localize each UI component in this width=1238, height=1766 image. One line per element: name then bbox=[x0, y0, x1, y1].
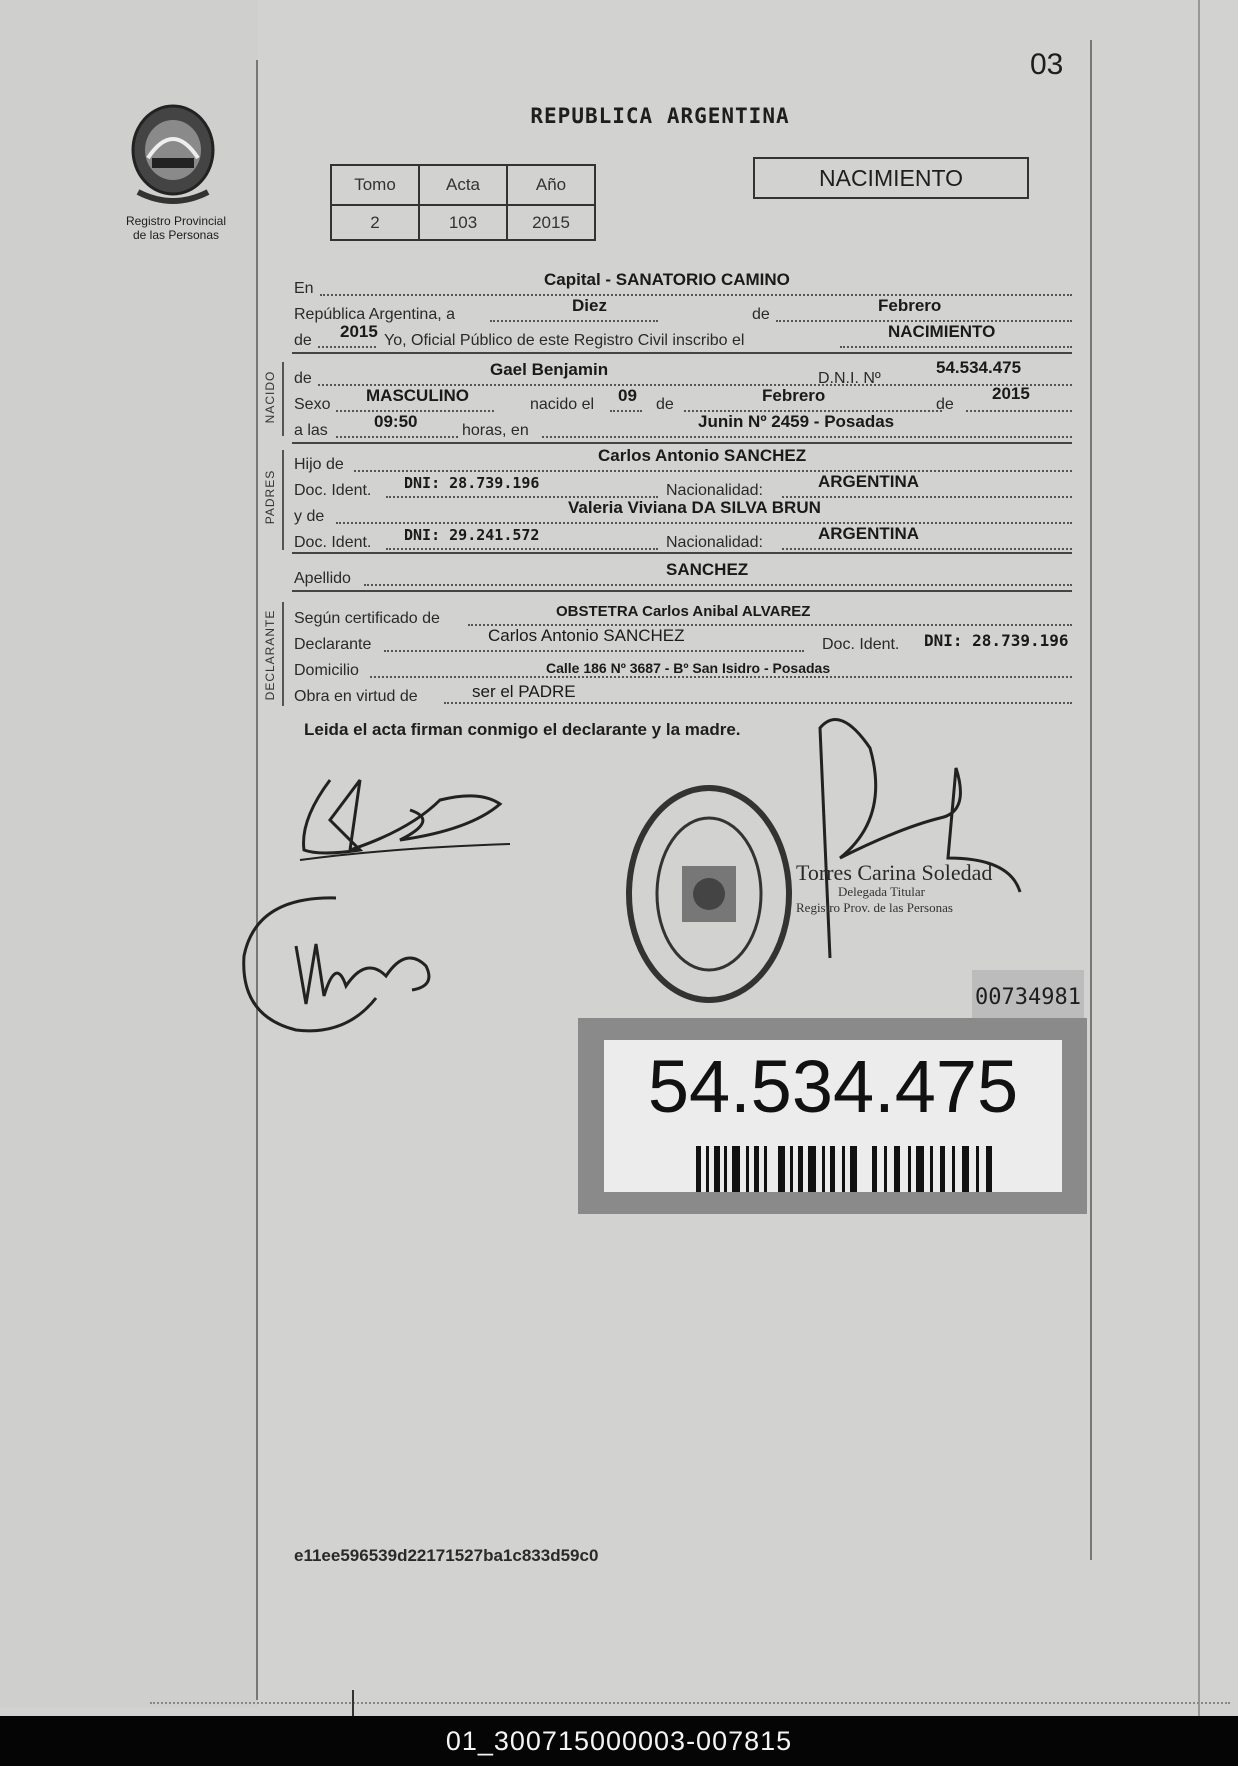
logo-caption-line2: de las Personas bbox=[132, 228, 220, 242]
declarant-name-value: Carlos Antonio SANCHEZ bbox=[488, 626, 685, 645]
official-office: Registro Prov. de las Personas bbox=[796, 900, 953, 915]
father-doc-value: DNI: 28.739.196 bbox=[404, 474, 540, 492]
row-en bbox=[294, 272, 1072, 298]
nac-de-label: de bbox=[656, 396, 674, 413]
de2-label: de bbox=[294, 332, 312, 349]
nacido-section-label: NACIDO bbox=[263, 370, 277, 424]
row-apellido bbox=[294, 562, 1072, 588]
birth-month-value: Febrero bbox=[762, 386, 826, 405]
section-divider bbox=[292, 590, 1072, 592]
address-value: Calle 186 Nº 3687 - Bº San Isidro - Posadas bbox=[546, 660, 831, 676]
reference-header-row bbox=[331, 165, 595, 205]
padres-bracket bbox=[282, 450, 284, 550]
child-name-value: Gael Benjamin bbox=[490, 360, 609, 379]
row-madre-doc bbox=[294, 526, 1072, 552]
dotted-line bbox=[542, 436, 1072, 438]
dotted-line bbox=[370, 676, 1072, 678]
hijo-de-label: Hijo de bbox=[294, 456, 344, 473]
certificate-value: OBSTETRA Carlos Anibal ALVAREZ bbox=[556, 603, 811, 620]
dotted-line bbox=[336, 436, 458, 438]
surname-value: SANCHEZ bbox=[666, 560, 749, 579]
id-label-sticker bbox=[578, 1018, 1087, 1214]
declarante-bracket bbox=[282, 602, 284, 706]
birth-day-value: 09 bbox=[618, 386, 637, 405]
scan-filename: 01_300715000003-007815 bbox=[445, 1726, 793, 1756]
acta-value: 103 bbox=[419, 205, 507, 240]
left-margin-panel bbox=[0, 0, 258, 1708]
row-madre bbox=[294, 500, 1072, 526]
closing-statement: Leida el acta firman conmigo el declarante y la madre. bbox=[304, 720, 741, 739]
provincial-seal-icon bbox=[118, 100, 228, 220]
dotted-line bbox=[610, 410, 642, 412]
logo-caption-line1: Registro Provincial bbox=[125, 214, 227, 228]
doc-ident-label-2: Doc. Ident. bbox=[294, 534, 372, 551]
dotted-line bbox=[386, 548, 658, 550]
section-divider bbox=[292, 442, 1072, 444]
horas-en-label: horas, en bbox=[462, 422, 529, 439]
row-certificado bbox=[294, 602, 1072, 628]
document-hash: e11ee596539d22171527ba1c833d59c0 bbox=[294, 1546, 599, 1565]
page-number: 03 bbox=[1030, 48, 1064, 81]
obra-label: Obra en virtud de bbox=[294, 688, 418, 705]
nacionalidad-label: Nacionalidad: bbox=[666, 482, 763, 499]
reference-value-row bbox=[331, 205, 595, 240]
decl-doc-ident-label: Doc. Ident. bbox=[822, 636, 900, 653]
sexo-label: Sexo bbox=[294, 396, 331, 413]
apellido-label: Apellido bbox=[294, 570, 351, 587]
section-divider bbox=[292, 552, 1072, 554]
row-republica bbox=[294, 298, 1072, 324]
section-divider bbox=[292, 352, 1072, 354]
barcode-icon bbox=[696, 1146, 998, 1192]
row-padre-doc bbox=[294, 474, 1072, 500]
nacido-el-label: nacido el bbox=[530, 396, 595, 413]
dotted-line bbox=[320, 294, 1072, 296]
oficial-text: Yo, Oficial Público de este Registro Civil inscribo el bbox=[384, 332, 745, 349]
segun-certificado-label: Según certificado de bbox=[294, 610, 440, 627]
reference-table bbox=[330, 164, 596, 241]
declarante-section-label: DECLARANTE bbox=[263, 609, 277, 701]
dotted-line bbox=[782, 548, 1072, 550]
dotted-line bbox=[336, 522, 1072, 524]
row-obra bbox=[294, 680, 1072, 706]
row-nacido-de bbox=[294, 358, 1072, 388]
doc-ident-label: Doc. Ident. bbox=[294, 482, 372, 499]
padres-section-label: PADRES bbox=[263, 469, 277, 525]
official-signature-icon bbox=[780, 708, 1030, 968]
left-page-edge bbox=[256, 60, 258, 1700]
father-name-value: Carlos Antonio SANCHEZ bbox=[598, 446, 807, 465]
document-title: REPUBLICA ARGENTINA bbox=[530, 104, 790, 128]
dotted-line bbox=[444, 702, 1072, 704]
y-de-label: y de bbox=[294, 508, 325, 525]
official-stamp-icon bbox=[624, 782, 794, 1006]
scan-footer-bar bbox=[0, 1716, 1238, 1766]
capacity-value: ser el PADRE bbox=[472, 682, 576, 701]
birth-place-value: Junin Nº 2459 - Posadas bbox=[698, 412, 895, 431]
republica-label: República Argentina, a bbox=[294, 306, 455, 323]
nacido-bracket bbox=[282, 362, 284, 436]
row-anio bbox=[294, 324, 1072, 350]
right-page-edge bbox=[1090, 40, 1092, 1560]
official-role: Delegada Titular bbox=[838, 884, 926, 899]
bottom-dotted-line bbox=[150, 1702, 1230, 1704]
row-hora bbox=[294, 414, 1072, 440]
logo-caption bbox=[106, 214, 246, 242]
row-padre bbox=[294, 448, 1072, 474]
inscribo-value: NACIMIENTO bbox=[888, 322, 996, 341]
father-nationality-value: ARGENTINA bbox=[818, 472, 920, 491]
child-dni-value: 54.534.475 bbox=[936, 358, 1022, 377]
acta-header: Acta bbox=[419, 165, 507, 205]
de-label: de bbox=[752, 306, 770, 323]
dotted-line bbox=[354, 470, 1072, 472]
nac-de2-label: de bbox=[936, 396, 954, 413]
dotted-line bbox=[782, 496, 1072, 498]
anio-header: Año bbox=[507, 165, 595, 205]
declarant-doc-value: DNI: 28.739.196 bbox=[924, 631, 1069, 650]
dotted-line bbox=[318, 346, 376, 348]
mother-signature-icon bbox=[236, 886, 456, 1036]
birth-year-value: 2015 bbox=[992, 384, 1030, 403]
place-value: Capital - SANATORIO CAMINO bbox=[544, 270, 790, 289]
day-value: Diez bbox=[572, 296, 607, 315]
month-value: Febrero bbox=[878, 296, 942, 315]
sexo-value: MASCULINO bbox=[366, 386, 469, 405]
row-domicilio bbox=[294, 654, 1072, 680]
mother-doc-value: DNI: 29.241.572 bbox=[404, 526, 540, 544]
declarante-label: Declarante bbox=[294, 636, 372, 653]
id-label-inner bbox=[604, 1040, 1062, 1192]
dni-label: D.N.I. Nº bbox=[818, 370, 881, 387]
dotted-line bbox=[384, 650, 804, 652]
mother-nationality-value: ARGENTINA bbox=[818, 524, 920, 543]
record-type-box: NACIMIENTO bbox=[753, 157, 1029, 199]
dotted-line bbox=[364, 584, 1072, 586]
dotted-line bbox=[966, 410, 1072, 412]
dotted-line bbox=[898, 384, 1072, 386]
id-label-number: 54.534.475 bbox=[647, 1045, 1019, 1128]
official-name: Torres Carina Soledad bbox=[796, 860, 993, 885]
row-sexo bbox=[294, 384, 1072, 414]
bottom-tick bbox=[352, 1690, 354, 1716]
outer-page-edge bbox=[1198, 0, 1200, 1716]
anio-value: 2015 bbox=[507, 205, 595, 240]
year-value: 2015 bbox=[340, 322, 378, 341]
domicilio-label: Domicilio bbox=[294, 662, 359, 679]
a-las-label: a las bbox=[294, 422, 328, 439]
declarant-signature-icon bbox=[290, 760, 520, 870]
tomo-header: Tomo bbox=[331, 165, 419, 205]
dotted-line bbox=[490, 320, 658, 322]
nacido-de-label: de bbox=[294, 370, 312, 387]
mother-name-value: Valeria Viviana DA SILVA BRUN bbox=[568, 498, 821, 517]
serial-number: 00734981 bbox=[972, 970, 1084, 1026]
nacionalidad-label-2: Nacionalidad: bbox=[666, 534, 763, 551]
row-declarante bbox=[294, 628, 1072, 654]
dotted-line bbox=[840, 346, 1072, 348]
birth-time-value: 09:50 bbox=[374, 412, 418, 431]
en-label: En bbox=[294, 280, 314, 297]
tomo-value: 2 bbox=[331, 205, 419, 240]
